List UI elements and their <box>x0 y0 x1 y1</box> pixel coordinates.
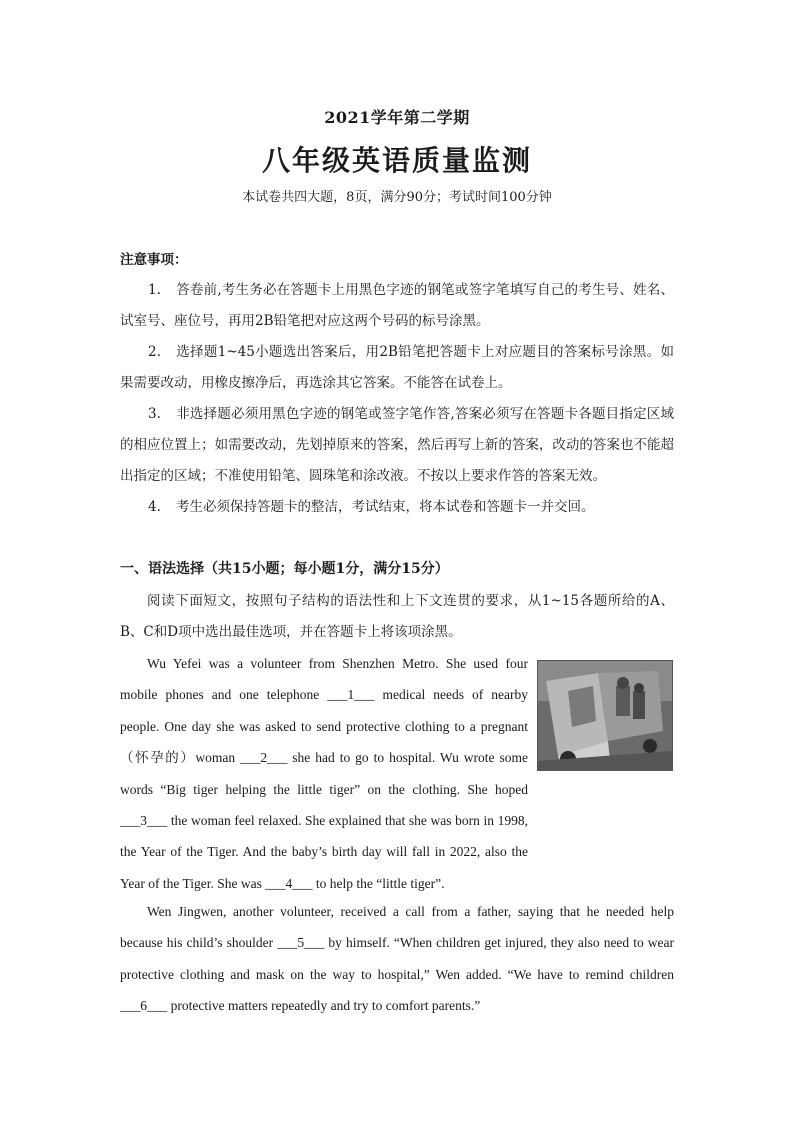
note-number: 1. <box>148 282 161 298</box>
passage-paragraph: Wu Yefei was a volunteer from Shenzhen Metro. She used four mobile phones and one telephone ___1___ medical needs of nearby people. One day she was asked to send protective clothing to a pregnant（怀孕的）woman ___2___ she had to go to hospital. Wu wrote some words “Big tiger helping the little tiger” on the clothing. She hoped ___3___ the woman feel relaxed. She explained that she was born in 1998, the Year of the Tiger. And the baby’s birth day will fall in 2022, also the Year of the Tiger. She was ___4___ to help the “little tiger”. <box>120 656 528 891</box>
note-item <box>120 399 674 492</box>
note-number: 3. <box>148 406 161 422</box>
term-label: 2021学年第二学期 <box>324 108 470 127</box>
note-text: 答卷前,考生务必在答题卡上用黑色字迹的钢笔或签字笔填写自己的考生号、姓名、试室号、座位号，再用2B铅笔把对应这两个号码的标号涂黑。 <box>120 282 674 329</box>
section-instruction: 阅读下面短文，按照句子结构的语法性和上下文连贯的要求，从1~15各题所给的A、B、C和D项中选出最佳选项，并在答题卡上将该项涂黑。 <box>120 593 674 640</box>
notes-heading: 注意事项： <box>120 252 188 268</box>
exam-title: 八年级英语质量监测 <box>261 144 532 177</box>
passage-paragraph: Wen Jingwen, another volunteer, received a call from a father, saying that he needed help because his child’s shoulder ___5___ by himself. “When children get injured, they also need to wear protective clothing and mask on the way to hospital,” Wen added. “We have to remind children ___6___ protective matters repeatedly and try to comfort parents.” <box>120 904 674 1014</box>
note-number: 4. <box>148 499 161 515</box>
note-item <box>120 492 674 523</box>
note-text: 非选择题必须用黑色字迹的钢笔或签字笔作答,答案必须写在答题卡各题目指定区域的相应位置上；如需要改动，先划掉原来的答案，然后再写上新的答案，改动的答案也不能超出指定的区域；不准使用铅笔、圆珠笔和涂改液。不按以上要求作答的答案无效。 <box>120 406 674 484</box>
photo-illustration <box>538 661 672 770</box>
note-number: 2. <box>148 344 161 360</box>
volunteer-photo <box>537 660 673 771</box>
note-item <box>120 337 674 399</box>
note-item <box>120 275 674 337</box>
section-heading: 一、语法选择（共15小题；每小题1分，满分15分） <box>120 561 449 577</box>
exam-info: 本试卷共四大题，8页，满分90分；考试时间100分钟 <box>242 190 552 205</box>
note-text: 考生必须保持答题卡的整洁，考试结束，将本试卷和答题卡一并交回。 <box>176 499 595 515</box>
note-text: 选择题1~45小题选出答案后，用2B铅笔把答题卡上对应题目的答案标号涂黑。如果需要改动，用橡皮擦净后，再选涂其它答案。不能答在试卷上。 <box>120 344 674 391</box>
